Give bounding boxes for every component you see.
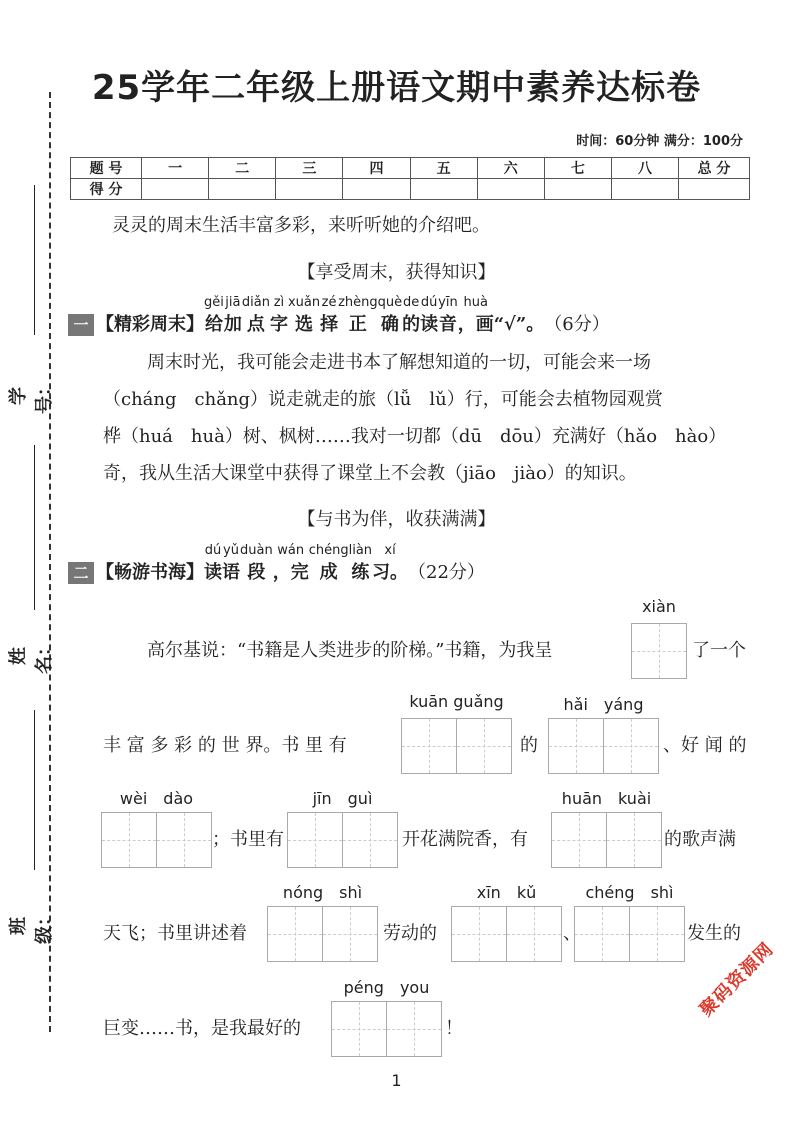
score-cell[interactable] [343, 179, 410, 200]
score-header-cell: 五 [410, 158, 477, 179]
q2-ruby-char [309, 543, 349, 584]
answer-box-huankuai [551, 789, 662, 868]
q2-text-1: 高尔基说：“书籍是人类进步的阶梯。”书籍，为我呈 [147, 640, 553, 661]
q1-ruby-char [320, 295, 338, 336]
answer-box-pengyou [331, 978, 442, 1057]
answer-box-haiyang [548, 695, 659, 774]
q1-char: 读 [420, 314, 439, 335]
q2-ruby-char [204, 543, 222, 584]
q2-pinyin: chéng [308, 543, 349, 558]
score-row-label: 得 分 [71, 179, 142, 200]
q2-ruby-char [372, 543, 408, 584]
q1-line-1 [103, 344, 753, 381]
q2-text-10: 劳动的 [383, 923, 437, 944]
q1-ruby-char [420, 295, 438, 336]
answer-cell[interactable] [575, 907, 630, 961]
q1-pinyin: zé [321, 295, 337, 310]
pinyin-haiyang: hǎi yáng [563, 695, 644, 714]
q1-ruby-char [402, 295, 420, 336]
q1-line-4-text: 奇，我从生活大课堂中获得了课堂上不会教（jiāo jiào）的知识。 [103, 463, 637, 484]
q2-instruction [204, 538, 408, 584]
q1-pinyin: xuǎn [287, 295, 321, 310]
q1-char: 音 [438, 314, 457, 335]
q2-pinyin: liàn [348, 543, 373, 558]
score-cell[interactable] [544, 179, 611, 200]
q1-ruby-char [288, 295, 320, 336]
q1-char: 择 [320, 314, 339, 335]
answer-cell[interactable] [632, 624, 686, 678]
q1-ruby-char [224, 295, 242, 336]
q1-ruby-char [458, 295, 494, 336]
q1-pinyin: de [403, 295, 420, 310]
q2-text-3: 丰 富 多 彩 的 世 界。书 里 有 [103, 735, 347, 756]
q2-ruby-char [273, 543, 309, 584]
q2-number: 二 [68, 562, 94, 584]
answer-cell[interactable] [457, 719, 511, 773]
q2-pinyin: yǔ [223, 543, 239, 558]
xingming-label: 姓名： [8, 638, 55, 674]
exam-meta: 时间：60分钟 满分：100分 [576, 134, 743, 149]
answer-cell[interactable] [268, 907, 323, 961]
score-header-cell: 四 [343, 158, 410, 179]
answer-box-nongshi [267, 883, 378, 962]
q1-pinyin: gěi [204, 295, 224, 310]
answer-cell[interactable] [157, 813, 211, 867]
q1-tag: 【精彩周末】 [96, 314, 204, 335]
answer-cell[interactable] [332, 1002, 387, 1056]
q2-text-4: 的 [520, 735, 538, 756]
answer-cell[interactable] [288, 813, 343, 867]
q2-char: 读 [204, 562, 222, 583]
q1-line-1-text: 周末时光，我可能会走进书本了解想知道的一切，可能会来一场 [147, 352, 651, 373]
q1-pinyin: yīn [438, 295, 458, 310]
q1-line-4 [103, 455, 753, 492]
q2-text-8: 的歌声满 [664, 829, 736, 850]
q1-pinyin: zì [273, 295, 285, 310]
answer-cell[interactable] [452, 907, 507, 961]
answer-box-weidao [101, 789, 212, 868]
q1-instruction [204, 290, 494, 336]
q1-char: 点 [246, 314, 265, 335]
answer-box-chengshi [574, 883, 685, 962]
answer-cell[interactable] [552, 813, 607, 867]
score-cell[interactable] [209, 179, 276, 200]
q2-pinyin: dú [204, 543, 222, 558]
q1-ruby-char [378, 295, 403, 336]
q2-char: 习。 [372, 562, 409, 583]
score-cell[interactable] [611, 179, 678, 200]
xuehao-label: 学号： [8, 378, 55, 414]
score-header-cell: 七 [544, 158, 611, 179]
q1-pinyin: huà [463, 295, 488, 310]
q2-score: （22分） [408, 562, 485, 583]
q1-instruction-tail: “√”。 [493, 314, 545, 335]
q2-text-11: 、 [563, 923, 581, 944]
pinyin-jingui: jīn guì [312, 789, 373, 808]
section1-heading: 【享受周末，获得知识】 [297, 262, 496, 283]
pinyin-pengyou: péng you [343, 978, 430, 997]
q2-text-13: 巨变……书，是我最好的 [103, 1018, 301, 1039]
q1-char: 的 [402, 314, 421, 335]
q1-ruby-char [242, 295, 270, 336]
q2-char: 段 [247, 562, 266, 583]
q2-ruby-char [240, 543, 273, 584]
q2-text-14: ！ [445, 1018, 463, 1039]
q1-ruby-char [438, 295, 458, 336]
page-number: 1 [391, 1071, 402, 1090]
q1-pinyin: zhèng [338, 295, 378, 310]
answer-box-kuanguang [401, 692, 512, 774]
score-cell[interactable] [679, 179, 750, 200]
q1-ruby-char [270, 295, 288, 336]
answer-cell[interactable] [549, 719, 604, 773]
q2-text-2: 了一个 [692, 640, 746, 661]
q2-char: 成 [319, 562, 338, 583]
score-header-cell: 六 [477, 158, 544, 179]
q1-line-2-text: （cháng chǎng）说走就走的旅（lǚ lǔ）行，可能会去植物园观赏 [103, 389, 663, 410]
q1-char: 字 [269, 314, 288, 335]
q2-char: 练 [351, 562, 370, 583]
score-cell[interactable] [477, 179, 544, 200]
q1-line-2 [103, 381, 753, 418]
score-cell[interactable] [142, 179, 209, 200]
pinyin-nongshi: nóng shì [282, 883, 363, 902]
q2-pinyin: duàn [240, 543, 273, 558]
watermark-stamp: 聚码资源网 [695, 938, 778, 1021]
q1-number: 一 [68, 314, 94, 336]
q1-heading [68, 290, 610, 336]
answer-cell[interactable] [507, 907, 561, 961]
q2-text-5: 、好 闻 的 [663, 735, 747, 756]
answer-cell[interactable] [102, 813, 157, 867]
score-header-cell: 总 分 [679, 158, 750, 179]
pinyin-xinku: xīn kǔ [476, 883, 537, 902]
score-header-cell: 八 [611, 158, 678, 179]
q1-char: 给 [204, 314, 223, 335]
q1-char: 确 [380, 314, 399, 335]
answer-box-jingui [287, 789, 398, 868]
score-header-cell: 三 [276, 158, 343, 179]
q2-tag: 【畅游书海】 [96, 562, 204, 583]
binding-dashed-line [49, 92, 51, 1032]
answer-cell[interactable] [630, 907, 684, 961]
score-header-cell: 一 [142, 158, 209, 179]
q1-char: 正 [348, 314, 367, 335]
q1-pinyin: dú [420, 295, 438, 310]
score-table [70, 157, 750, 200]
q2-text-6: ；书里有 [212, 829, 284, 850]
q1-line-3-text: 桦（huá huà）树、枫树……我对一切都（dū dōu）充满好（hǎo hào） [103, 426, 727, 447]
q1-pinyin: què [377, 295, 403, 310]
q1-score: （6分） [544, 314, 610, 335]
pinyin-chengshi: chéng shì [585, 883, 674, 902]
q2-char: ，完 [272, 562, 309, 583]
score-header-cell: 二 [209, 158, 276, 179]
q2-ruby-char [349, 543, 372, 584]
section2-heading: 【与书为伴，收获满满】 [297, 509, 496, 530]
score-header-cell: 题 号 [71, 158, 142, 179]
q1-pinyin: diǎn [241, 295, 270, 310]
q1-ruby-char [338, 295, 378, 336]
answer-cell[interactable] [604, 719, 658, 773]
pinyin-kuanguang: kuān guǎng [409, 692, 504, 711]
q2-heading [68, 538, 485, 584]
q1-char: 加 [223, 314, 242, 335]
q2-pinyin: xí [384, 543, 396, 558]
score-cell[interactable] [410, 179, 477, 200]
answer-cell[interactable] [323, 907, 377, 961]
q1-char: 选 [295, 314, 314, 335]
q1-pinyin: jiā [225, 295, 241, 310]
answer-cell[interactable] [387, 1002, 441, 1056]
q1-char: ，画 [457, 314, 494, 335]
answer-cell[interactable] [607, 813, 661, 867]
answer-cell[interactable] [402, 719, 457, 773]
q2-text-12: 发生的 [687, 923, 741, 944]
score-cell[interactable] [276, 179, 343, 200]
answer-cell[interactable] [343, 813, 397, 867]
q2-ruby-char [222, 543, 240, 584]
score-table-score-row [71, 179, 750, 200]
pinyin-xian: xiàn [642, 597, 676, 616]
q2-char: 语 [222, 562, 240, 583]
banji-label: 班级： [8, 908, 55, 944]
banji-write-line [34, 710, 35, 870]
q2-text-9: 天飞；书里讲述着 [103, 923, 247, 944]
score-table-header-row [71, 158, 750, 179]
page-title: 25学年二年级上册语文期中素养达标卷 [91, 68, 702, 108]
answer-box-xian [631, 597, 687, 679]
answer-box-xinku [451, 883, 562, 962]
intro-text: 灵灵的周末生活丰富多彩，来听听她的介绍吧。 [112, 215, 490, 236]
q1-ruby-char [204, 295, 224, 336]
pinyin-huankuai: huān kuài [561, 789, 652, 808]
q2-pinyin: wán [277, 543, 305, 558]
q1-line-3 [103, 418, 753, 455]
q2-text-7: 开花满院香，有 [402, 829, 528, 850]
pinyin-weidao: wèi dào [119, 789, 194, 808]
